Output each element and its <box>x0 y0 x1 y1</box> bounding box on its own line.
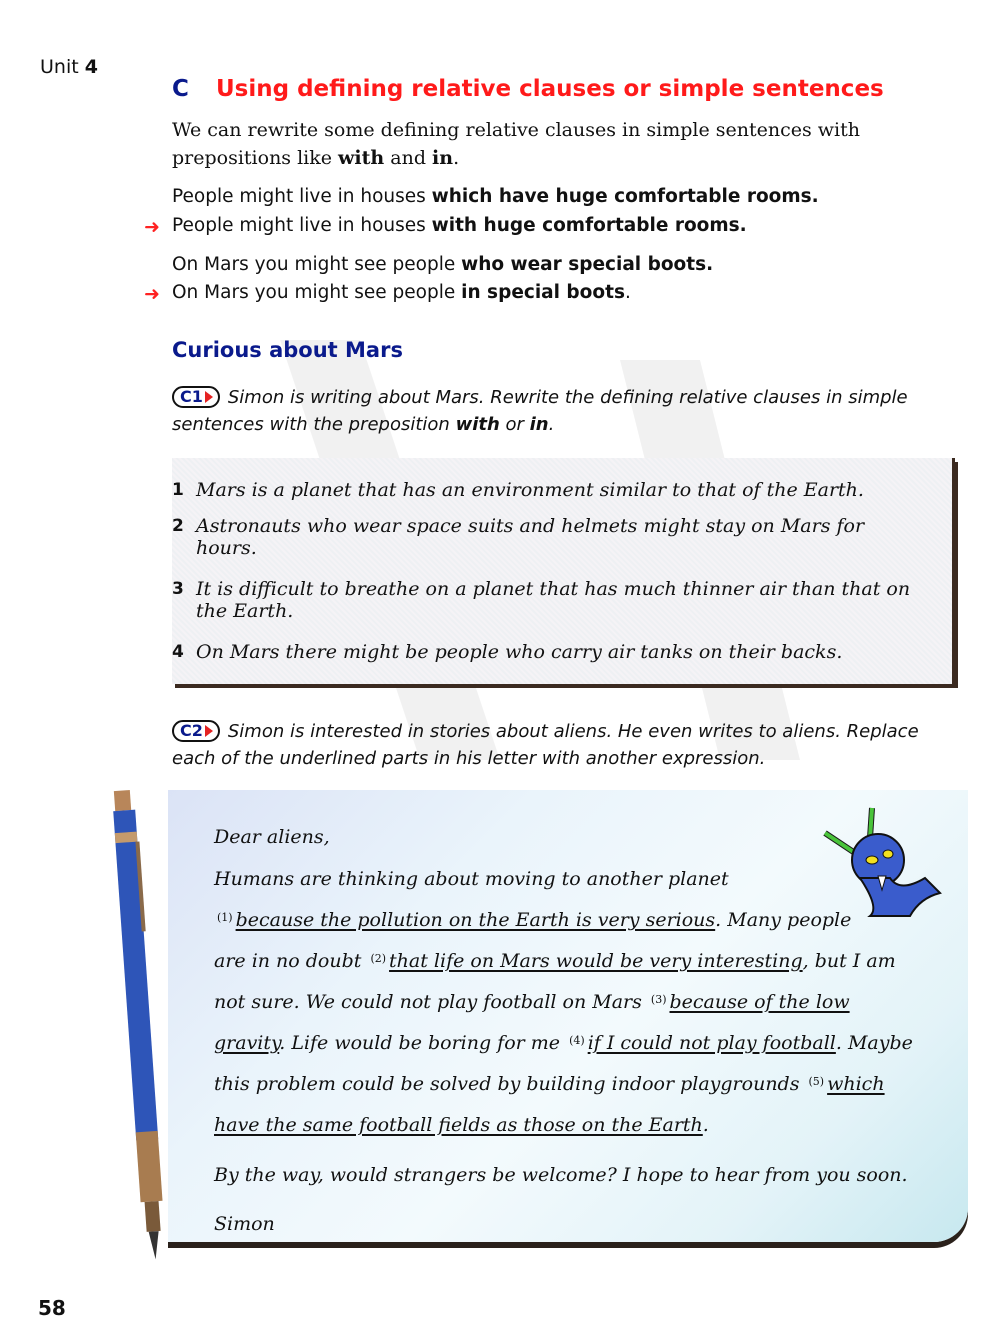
example-sentence-rewritten-2 <box>144 282 631 305</box>
blank-marker: (5) <box>808 1075 825 1088</box>
alien-icon <box>825 808 940 916</box>
unit-label <box>40 56 98 78</box>
letter-line <box>214 1032 913 1054</box>
intro-keyword-with: with <box>338 147 385 169</box>
unit-prefix: Unit <box>40 56 79 78</box>
play-triangle-icon <box>205 391 213 403</box>
section-letter: C <box>172 76 189 102</box>
item-text: Mars is a planet that has an environment similar to that of the Earth. <box>196 479 864 501</box>
instruction-text: Simon is writing about Mars. Rewrite the defining relative clauses in simple sentences with the preposition <box>172 387 908 435</box>
unit-number: 4 <box>84 56 98 78</box>
underlined-part-1: because the pollution on the Earth is very serious <box>235 909 716 931</box>
example-plain: On Mars you might see people <box>172 282 462 303</box>
underlined-part-2: that life on Mars would be very interesting <box>389 950 803 972</box>
example-bold: which have huge comfortable rooms. <box>431 186 819 207</box>
item-text: On Mars there might be people who carry air tanks on their backs. <box>196 641 843 663</box>
underlined-part-3: because of the low <box>669 991 850 1013</box>
underlined-part-5-cont: have the same football fields as those on the Earth <box>214 1114 703 1136</box>
blank-marker: (2) <box>370 952 387 965</box>
exercise-item <box>172 479 916 501</box>
letter-signature: Simon <box>214 1213 275 1235</box>
arrow-right-icon: ➜ <box>144 216 160 238</box>
arrow-right-icon: ➜ <box>144 283 160 305</box>
pencil-icon <box>113 790 162 1260</box>
letter-text: . Life would be boring for me <box>279 1032 561 1054</box>
letter-closing: By the way, would strangers be welcome? I hope to hear from you soon. <box>214 1164 908 1186</box>
intro-text: . <box>453 147 460 169</box>
underlined-part-5: which <box>827 1073 885 1095</box>
item-number: 4 <box>172 642 184 662</box>
instruction-text: Simon is interested in stories about aliens. He even writes to aliens. Replace each of the underlined parts in his letter with another expression. <box>172 721 919 769</box>
underlined-part-3-cont: gravity <box>214 1032 280 1054</box>
example-sentence-original-2 <box>172 254 713 275</box>
letter-line <box>214 1073 885 1095</box>
example-bold: who wear special boots. <box>461 254 714 275</box>
alien-illustration <box>800 798 950 918</box>
letter-greeting: Dear aliens, <box>214 826 330 848</box>
example-plain: People might live in houses <box>172 215 432 236</box>
badge-label: C1 <box>180 387 203 406</box>
exercise-item <box>172 578 916 622</box>
example-sentence-rewritten-1 <box>144 215 747 238</box>
example-plain: People might live in houses <box>172 186 432 207</box>
letter-text: not sure. We could not play football on Mars <box>214 991 642 1013</box>
instruction-text: . <box>548 414 555 435</box>
example-bold: with huge comfortable rooms. <box>431 215 747 236</box>
intro-keyword-in: in <box>432 147 454 169</box>
example-bold: in special boots <box>461 282 625 303</box>
letter-line <box>214 991 850 1013</box>
item-text: Astronauts who wear space suits and helmets might stay on Mars for hours. <box>196 515 865 559</box>
blank-marker: (3) <box>650 993 667 1006</box>
item-number: 1 <box>172 480 184 500</box>
item-number: 3 <box>172 579 184 599</box>
instruction-text: or <box>499 414 530 435</box>
subsection-title: Curious about Mars <box>172 338 403 362</box>
exercise-c2-badge <box>172 720 220 742</box>
letter-text: . Maybe <box>835 1032 913 1054</box>
example-tail: . <box>624 282 631 303</box>
example-sentence-original-1 <box>172 186 819 207</box>
badge-label: C2 <box>180 721 203 740</box>
letter-line <box>214 1114 709 1136</box>
intro-text: and <box>384 147 433 169</box>
pencil-illustration <box>108 782 178 1262</box>
exercise-c1-box <box>172 458 955 684</box>
letter-text: are in no doubt <box>214 950 362 972</box>
item-text: It is difficult to breathe on a planet that has much thinner air than that on the Earth. <box>196 578 911 622</box>
letter-line <box>214 909 851 931</box>
letter-text: this problem could be solved by building indoor playgrounds <box>214 1073 800 1095</box>
underlined-part-4: if I could not play football <box>587 1032 836 1054</box>
section-heading <box>172 76 884 102</box>
exercise-c1-instruction <box>172 384 942 438</box>
blank-marker: (4) <box>569 1034 585 1047</box>
example-plain: On Mars you might see people <box>172 254 462 275</box>
play-triangle-icon <box>205 725 213 737</box>
letter-text: . <box>702 1114 709 1136</box>
section-title: Using defining relative clauses or simple sentences <box>216 76 884 102</box>
item-number: 2 <box>172 516 184 536</box>
letter-text: , but I am <box>802 950 896 972</box>
exercise-c1-badge <box>172 386 220 408</box>
letter-text: . Many people <box>715 909 852 931</box>
section-intro <box>172 116 932 172</box>
exercise-item <box>172 641 916 663</box>
page-number: 58 <box>38 1296 66 1320</box>
exercise-c2-instruction <box>172 718 942 772</box>
exercise-item <box>172 515 916 559</box>
instruction-keyword: in <box>529 414 549 435</box>
letter-line: Humans are thinking about moving to another planet <box>214 868 729 890</box>
letter-line <box>214 950 896 972</box>
intro-text: We can rewrite some defining relative clauses in simple sentences with prepositions like <box>172 119 860 169</box>
instruction-keyword: with <box>455 414 500 435</box>
blank-marker: (1) <box>217 911 233 924</box>
